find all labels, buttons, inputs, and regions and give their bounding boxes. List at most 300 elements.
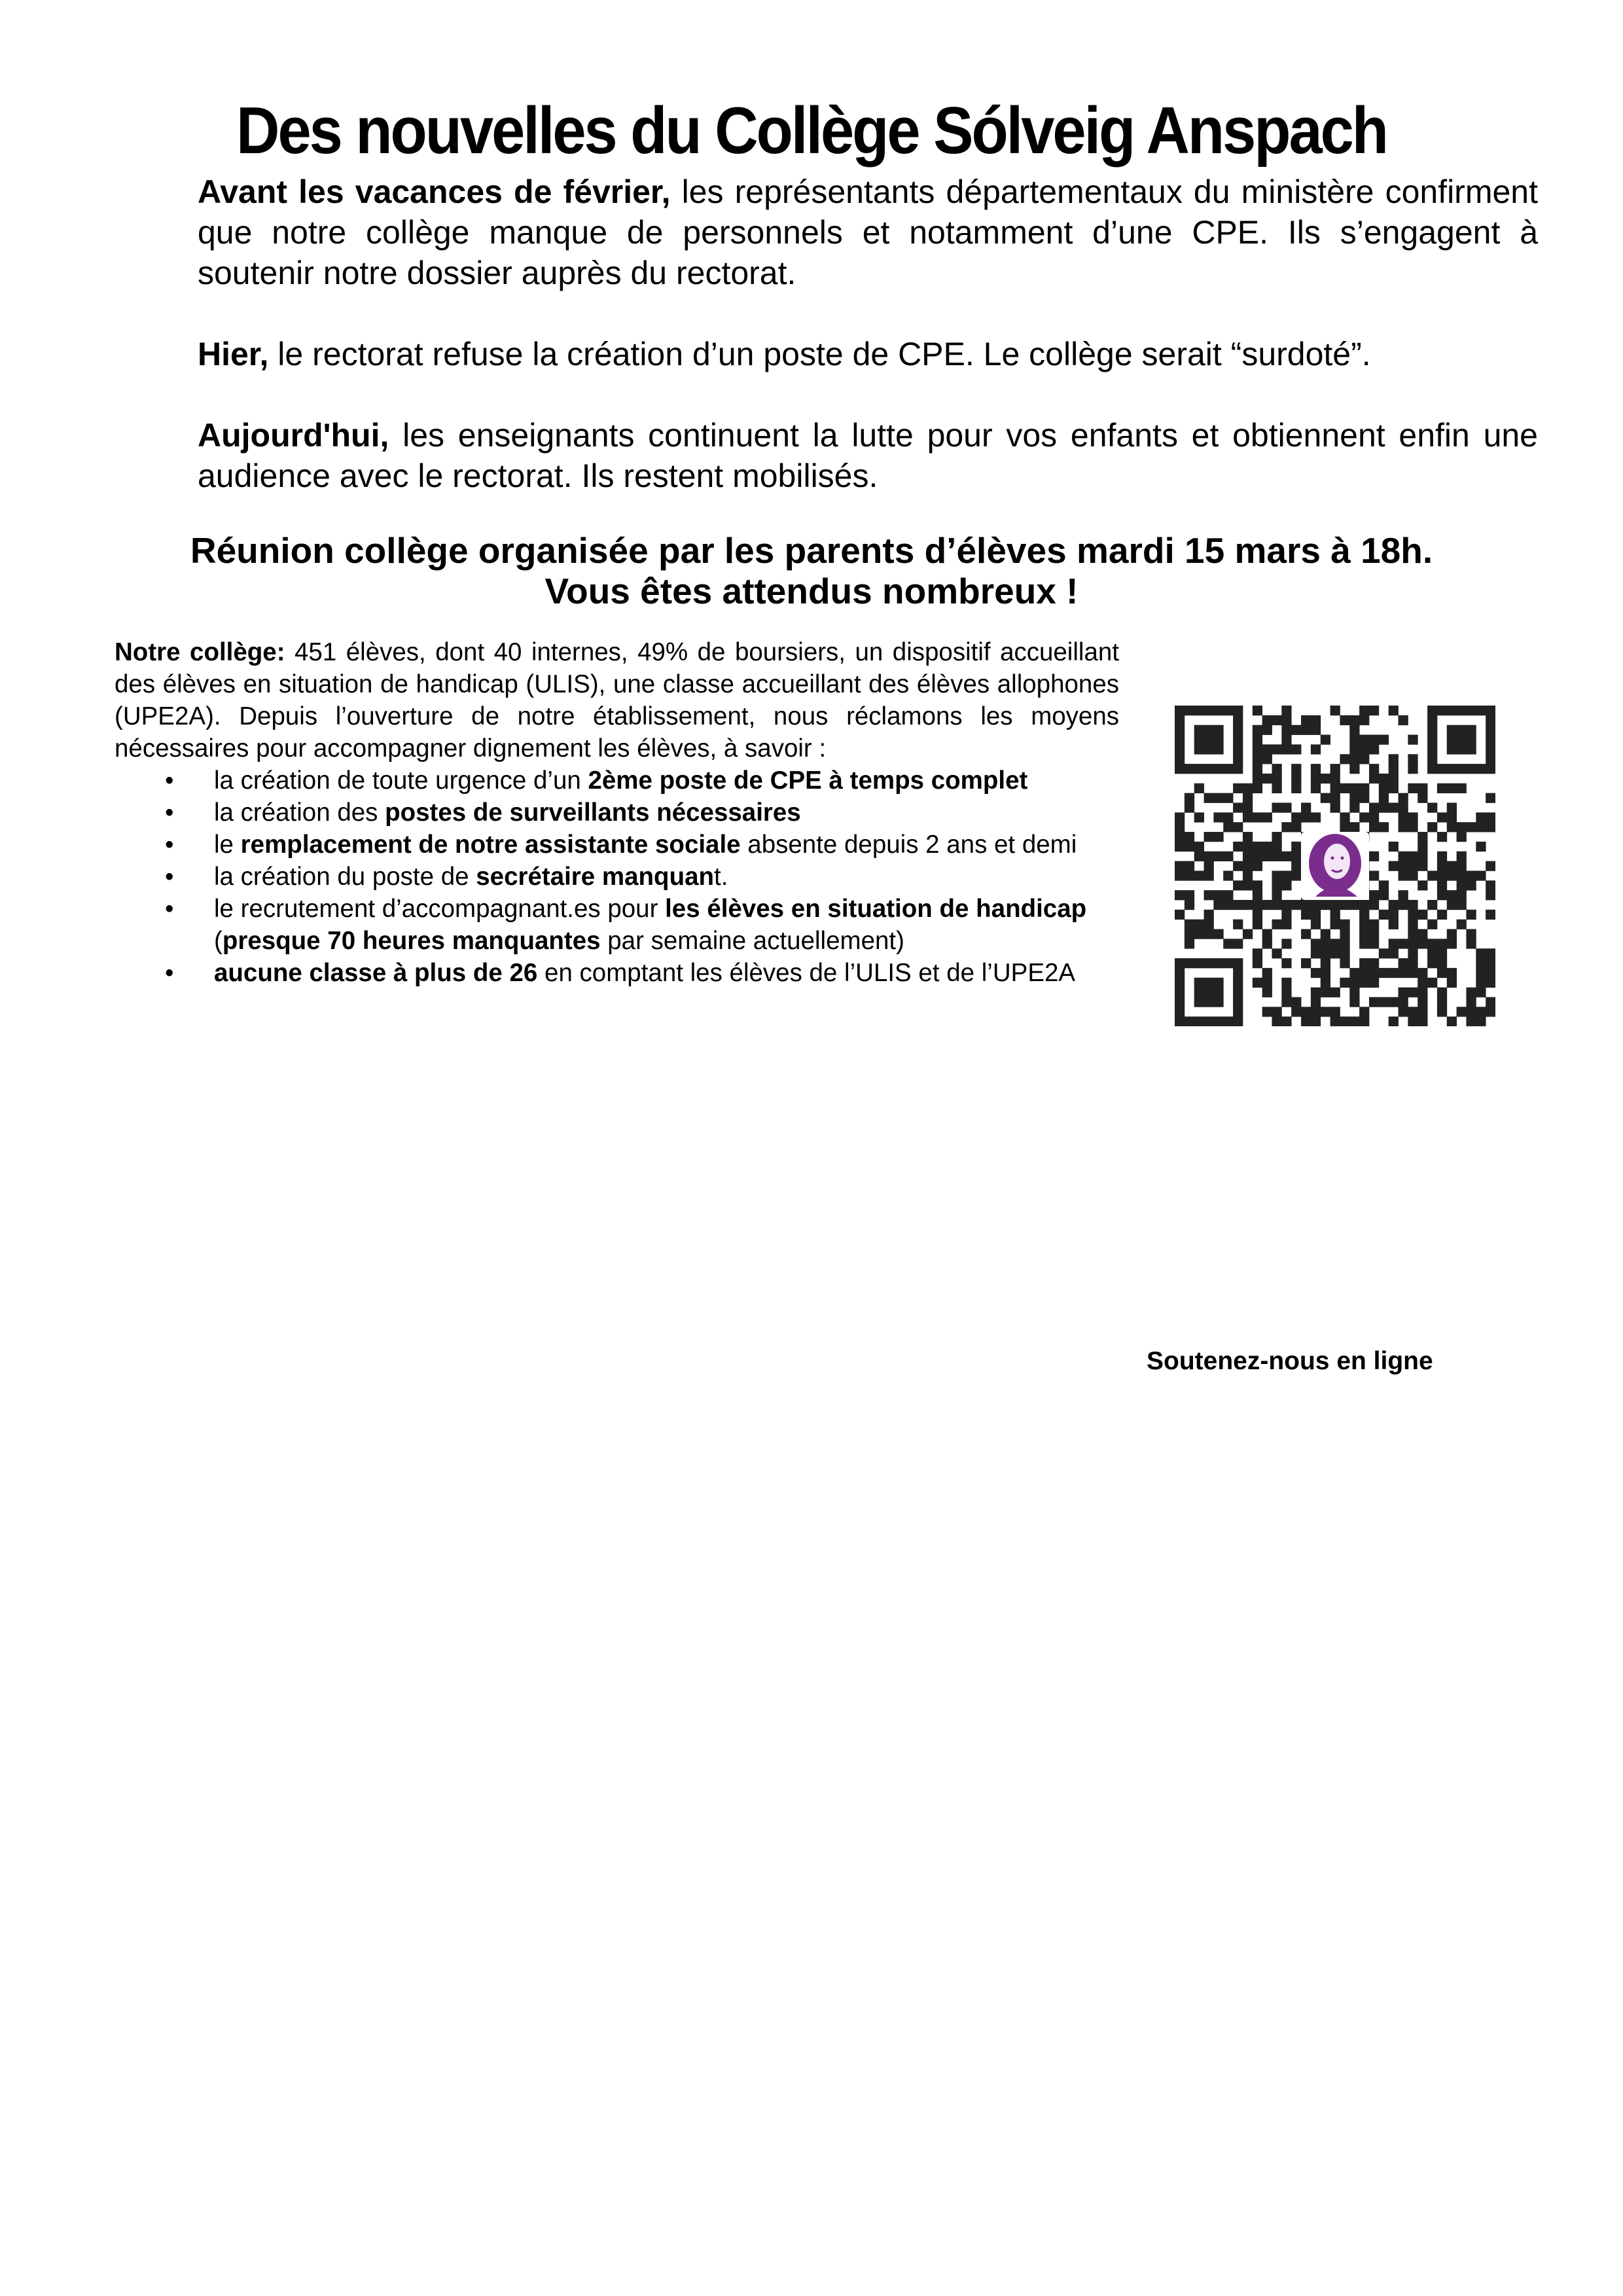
- qr-module: [1175, 706, 1185, 715]
- qr-module: [1272, 870, 1281, 880]
- qr-module: [1204, 870, 1214, 880]
- qr-module: [1466, 870, 1476, 880]
- paragraph-lead: Hier,: [198, 336, 269, 372]
- qr-module: [1243, 900, 1253, 910]
- qr-module: [1185, 793, 1194, 803]
- qr-module: [1379, 793, 1389, 803]
- qr-module: [1321, 793, 1330, 803]
- qr-module: [1457, 1007, 1467, 1016]
- qr-module: [1359, 715, 1369, 725]
- qr-module: [1389, 948, 1399, 958]
- qr-module: [1389, 774, 1399, 783]
- qr-module: [1291, 744, 1301, 754]
- qr-module: [1262, 842, 1272, 852]
- qr-module: [1369, 929, 1379, 939]
- qr-module: [1457, 832, 1467, 842]
- qr-module: [1291, 783, 1301, 793]
- qr-module: [1281, 735, 1291, 745]
- qr-module: [1349, 1016, 1359, 1026]
- qr-module: [1281, 725, 1291, 735]
- qr-module: [1213, 832, 1223, 842]
- qr-module: [1185, 802, 1194, 812]
- qr-module: [1262, 725, 1272, 735]
- qr-module: [1476, 958, 1486, 968]
- paragraph-lead: Aujourd'hui,: [198, 417, 389, 454]
- qr-module: [1437, 870, 1447, 880]
- qr-module: [1476, 764, 1486, 774]
- paragraph-text: les enseignants continuent la lutte pour vos enfants et obtiennent enfin une audience avec le rectorat. Ils restent mobilisés.: [198, 417, 1538, 494]
- qr-module: [1330, 939, 1340, 948]
- qr-module: [1213, 764, 1223, 774]
- qr-module: [1408, 764, 1418, 774]
- qr-module: [1427, 706, 1437, 715]
- qr-module: [1369, 900, 1379, 910]
- qr-module: [1447, 978, 1457, 988]
- qr-module: [1301, 910, 1311, 920]
- qr-module: [1359, 978, 1369, 988]
- qr-module: [1175, 764, 1185, 774]
- qr-module: [1486, 706, 1495, 715]
- qr-module: [1311, 920, 1321, 929]
- qr-module: [1253, 725, 1262, 735]
- qr-module: [1301, 802, 1311, 812]
- qr-module: [1253, 735, 1262, 745]
- qr-module: [1437, 832, 1447, 842]
- qr-module: [1349, 997, 1359, 1007]
- qr-module: [1262, 744, 1272, 754]
- qr-module: [1466, 997, 1476, 1007]
- qr-module: [1175, 812, 1185, 822]
- qr-module: [1243, 861, 1253, 871]
- qr-module: [1399, 988, 1408, 997]
- item-emphasis: 2ème poste de CPE à temps complet: [588, 766, 1028, 795]
- qr-module: [1233, 744, 1243, 754]
- qr-module: [1175, 715, 1185, 725]
- support-online-label: Soutenez-nous en ligne: [1147, 1347, 1433, 1375]
- qr-module: [1175, 958, 1185, 968]
- qr-module: [1311, 948, 1321, 958]
- qr-module: [1369, 890, 1379, 900]
- qr-module: [1427, 822, 1437, 832]
- qr-module: [1408, 900, 1418, 910]
- qr-module: [1447, 870, 1457, 880]
- qr-module: [1466, 929, 1476, 939]
- qr-module: [1185, 958, 1194, 968]
- qr-module: [1321, 968, 1330, 978]
- qr-module: [1486, 968, 1495, 978]
- qr-module: [1399, 861, 1408, 871]
- qr-module: [1185, 842, 1194, 852]
- qr-module: [1185, 920, 1194, 929]
- qr-module: [1204, 1016, 1214, 1026]
- qr-module: [1408, 958, 1418, 968]
- qr-module: [1281, 920, 1291, 929]
- qr-module: [1243, 832, 1253, 842]
- qr-module: [1233, 978, 1243, 988]
- portrait-image: [1301, 832, 1369, 900]
- qr-module: [1194, 920, 1204, 929]
- qr-module: [1418, 783, 1427, 793]
- qr-module: [1175, 842, 1185, 852]
- qr-module: [1213, 997, 1223, 1007]
- college-text: 451 élèves, dont 40 internes, 49% de boursiers, un dispositif accueillant des élèves en situation de handicap (ULIS), une classe accueillant des élèves allophones (UPE2A). Depuis l’ouverture de notre établissement, nous réclamons les moyens nécessaires pour accompagner dignement les élèves, à savoir :: [115, 638, 1119, 762]
- qr-module: [1340, 715, 1349, 725]
- qr-module: [1369, 920, 1379, 929]
- qr-module: [1476, 968, 1486, 978]
- qr-module: [1330, 900, 1340, 910]
- qr-module: [1213, 744, 1223, 754]
- qr-module: [1213, 706, 1223, 715]
- qr-module: [1233, 958, 1243, 968]
- qr-module: [1330, 706, 1340, 715]
- qr-module: [1418, 910, 1427, 920]
- qr-module: [1437, 852, 1447, 861]
- qr-module: [1379, 880, 1389, 890]
- qr-module: [1457, 783, 1467, 793]
- qr-module: [1359, 900, 1369, 910]
- qr-module: [1359, 744, 1369, 754]
- qr-module: [1311, 1016, 1321, 1026]
- qr-module: [1281, 706, 1291, 715]
- qr-module: [1175, 890, 1185, 900]
- qr-module: [1272, 920, 1281, 929]
- qr-module: [1204, 890, 1214, 900]
- qr-module: [1379, 802, 1389, 812]
- qr-module: [1457, 725, 1467, 735]
- qr-module: [1330, 988, 1340, 997]
- qr-module: [1476, 988, 1486, 997]
- qr-code[interactable]: [1175, 706, 1495, 1026]
- qr-module: [1281, 1016, 1291, 1026]
- qr-module: [1408, 948, 1418, 958]
- qr-module: [1340, 900, 1349, 910]
- qr-module: [1389, 997, 1399, 1007]
- qr-module: [1194, 852, 1204, 861]
- qr-module: [1447, 900, 1457, 910]
- qr-module: [1233, 997, 1243, 1007]
- qr-module: [1399, 968, 1408, 978]
- qr-module: [1457, 920, 1467, 929]
- qr-module: [1389, 968, 1399, 978]
- qr-module: [1427, 900, 1437, 910]
- qr-module: [1291, 1007, 1301, 1016]
- qr-module: [1486, 764, 1495, 774]
- qr-module: [1389, 706, 1399, 715]
- paragraph-today: [198, 415, 1538, 496]
- qr-module: [1427, 764, 1437, 774]
- qr-module: [1321, 900, 1330, 910]
- list-item: [115, 893, 1119, 957]
- qr-module: [1418, 939, 1427, 948]
- qr-module: [1399, 852, 1408, 861]
- qr-module: [1408, 754, 1418, 764]
- qr-module: [1233, 725, 1243, 735]
- qr-module: [1447, 744, 1457, 754]
- qr-module: [1330, 764, 1340, 774]
- qr-module: [1486, 725, 1495, 735]
- qr-module: [1321, 774, 1330, 783]
- qr-module: [1399, 715, 1408, 725]
- qr-module: [1194, 783, 1204, 793]
- qr-module: [1301, 715, 1311, 725]
- qr-module: [1204, 764, 1214, 774]
- qr-module: [1447, 861, 1457, 871]
- qr-module: [1291, 822, 1301, 832]
- qr-module: [1194, 988, 1204, 997]
- qr-module: [1194, 764, 1204, 774]
- qr-module: [1349, 822, 1359, 832]
- qr-module: [1321, 988, 1330, 997]
- bullet-icon: •: [165, 895, 174, 923]
- qr-module: [1437, 958, 1447, 968]
- qr-module: [1243, 929, 1253, 939]
- qr-module: [1311, 725, 1321, 735]
- qr-module: [1399, 812, 1408, 822]
- qr-module: [1330, 948, 1340, 958]
- qr-module: [1447, 735, 1457, 745]
- qr-module: [1389, 1016, 1399, 1026]
- qr-module: [1253, 958, 1262, 968]
- qr-module: [1408, 939, 1418, 948]
- qr-module: [1321, 948, 1330, 958]
- qr-module: [1349, 783, 1359, 793]
- qr-module: [1427, 744, 1437, 754]
- qr-module: [1272, 715, 1281, 725]
- qr-module: [1291, 842, 1301, 852]
- qr-module: [1359, 929, 1369, 939]
- qr-module: [1204, 735, 1214, 745]
- qr-module: [1437, 890, 1447, 900]
- item-text: le: [214, 831, 241, 859]
- qr-module: [1175, 978, 1185, 988]
- qr-module: [1389, 900, 1399, 910]
- qr-module: [1301, 1007, 1311, 1016]
- qr-module: [1427, 920, 1437, 929]
- qr-module: [1301, 812, 1311, 822]
- qr-module: [1427, 978, 1437, 988]
- qr-module: [1253, 842, 1262, 852]
- qr-module: [1486, 812, 1495, 822]
- qr-module: [1253, 783, 1262, 793]
- qr-module: [1213, 793, 1223, 803]
- qr-module: [1457, 900, 1467, 910]
- qr-module: [1175, 910, 1185, 920]
- qr-module: [1399, 939, 1408, 948]
- qr-module: [1486, 744, 1495, 754]
- qr-module: [1272, 783, 1281, 793]
- qr-module: [1233, 1016, 1243, 1026]
- qr-module: [1253, 910, 1262, 920]
- qr-module: [1427, 939, 1437, 948]
- qr-module: [1399, 870, 1408, 880]
- qr-module: [1213, 900, 1223, 910]
- qr-module: [1194, 706, 1204, 715]
- qr-module: [1233, 822, 1243, 832]
- qr-module: [1311, 988, 1321, 997]
- qr-module: [1447, 1016, 1457, 1026]
- qr-module: [1253, 948, 1262, 958]
- qr-module: [1223, 900, 1233, 910]
- qr-module: [1223, 1016, 1233, 1026]
- qr-module: [1359, 812, 1369, 822]
- qr-module: [1291, 997, 1301, 1007]
- qr-module: [1262, 939, 1272, 948]
- qr-module: [1408, 735, 1418, 745]
- demands-list: [115, 764, 1119, 989]
- qr-module: [1486, 861, 1495, 871]
- qr-module: [1204, 832, 1214, 842]
- qr-module: [1291, 812, 1301, 822]
- qr-module: [1457, 890, 1467, 900]
- item-emphasis: postes de surveillants nécessaires: [385, 798, 801, 827]
- qr-module: [1418, 968, 1427, 978]
- qr-module: [1213, 1016, 1223, 1026]
- college-lead: Notre collège:: [115, 638, 285, 666]
- qr-module: [1457, 822, 1467, 832]
- qr-module: [1233, 939, 1243, 948]
- qr-module: [1175, 968, 1185, 978]
- qr-module: [1223, 958, 1233, 968]
- qr-module: [1185, 900, 1194, 910]
- qr-module: [1359, 968, 1369, 978]
- qr-module: [1437, 948, 1447, 958]
- item-emphasis: presque 70 heures manquantes: [222, 927, 601, 955]
- qr-module: [1340, 1016, 1349, 1026]
- qr-module: [1359, 735, 1369, 745]
- qr-module: [1281, 988, 1291, 997]
- list-item: [115, 861, 1119, 893]
- qr-module: [1437, 764, 1447, 774]
- qr-module: [1194, 744, 1204, 754]
- qr-module: [1233, 706, 1243, 715]
- bullet-icon: •: [165, 798, 174, 827]
- qr-module: [1175, 861, 1185, 871]
- qr-module: [1486, 822, 1495, 832]
- qr-module: [1272, 1016, 1281, 1026]
- qr-module: [1379, 948, 1389, 958]
- qr-module: [1486, 793, 1495, 803]
- qr-module: [1486, 754, 1495, 764]
- qr-module: [1311, 910, 1321, 920]
- qr-module: [1243, 793, 1253, 803]
- qr-module: [1457, 706, 1467, 715]
- qr-module: [1427, 948, 1437, 958]
- qr-module: [1223, 764, 1233, 774]
- qr-module: [1466, 744, 1476, 754]
- qr-module: [1437, 910, 1447, 920]
- qr-module: [1399, 890, 1408, 900]
- qr-module: [1311, 968, 1321, 978]
- qr-module: [1349, 754, 1359, 764]
- paragraph-lead: Avant les vacances de février,: [198, 173, 671, 210]
- qr-module: [1379, 890, 1389, 900]
- qr-module: [1447, 890, 1457, 900]
- qr-module: [1175, 832, 1185, 842]
- qr-module: [1349, 900, 1359, 910]
- qr-module: [1437, 880, 1447, 890]
- qr-module: [1418, 842, 1427, 852]
- qr-module: [1204, 958, 1214, 968]
- qr-module: [1349, 802, 1359, 812]
- paragraph-text: les représentants départementaux du ministère confirment que notre collège manque de personnels et notamment d’une CPE. Ils s’engagent à soutenir notre dossier auprès du rectorat.: [198, 173, 1538, 291]
- qr-module: [1243, 880, 1253, 890]
- qr-module: [1486, 910, 1495, 920]
- qr-module: [1389, 802, 1399, 812]
- qr-module: [1194, 725, 1204, 735]
- item-text: la création de toute urgence d’un: [214, 766, 588, 795]
- qr-module: [1272, 842, 1281, 852]
- qr-module: [1476, 870, 1486, 880]
- qr-module: [1301, 958, 1311, 968]
- qr-module: [1418, 793, 1427, 803]
- qr-module: [1369, 774, 1379, 783]
- qr-module: [1418, 1007, 1427, 1016]
- qr-module: [1194, 1016, 1204, 1026]
- qr-module: [1253, 706, 1262, 715]
- qr-module: [1389, 920, 1399, 929]
- college-section: [115, 636, 1119, 989]
- qr-module: [1185, 939, 1194, 948]
- qr-module: [1408, 870, 1418, 880]
- qr-module: [1185, 861, 1194, 871]
- qr-module: [1233, 735, 1243, 745]
- qr-module: [1213, 725, 1223, 735]
- qr-module: [1399, 958, 1408, 968]
- qr-module: [1272, 880, 1281, 890]
- list-item: [115, 957, 1119, 989]
- qr-module: [1340, 948, 1349, 958]
- qr-module: [1359, 910, 1369, 920]
- qr-module: [1281, 744, 1291, 754]
- qr-module: [1476, 1007, 1486, 1016]
- qr-module: [1253, 978, 1262, 988]
- item-subline: [214, 925, 1119, 957]
- qr-module: [1311, 715, 1321, 725]
- item-text: la création des: [214, 798, 385, 827]
- qr-module: [1418, 929, 1427, 939]
- qr-module: [1466, 725, 1476, 735]
- qr-module: [1233, 861, 1243, 871]
- qr-module: [1175, 725, 1185, 735]
- qr-module: [1457, 735, 1467, 745]
- qr-module: [1399, 1007, 1408, 1016]
- qr-module: [1281, 958, 1291, 968]
- qr-module: [1349, 988, 1359, 997]
- qr-module: [1340, 812, 1349, 822]
- qr-module: [1301, 929, 1311, 939]
- qr-module: [1330, 774, 1340, 783]
- qr-module: [1204, 852, 1214, 861]
- qr-module: [1447, 822, 1457, 832]
- qr-module: [1486, 1007, 1495, 1016]
- qr-module: [1466, 1016, 1476, 1026]
- qr-module: [1359, 939, 1369, 948]
- qr-module: [1262, 929, 1272, 939]
- qr-module: [1330, 793, 1340, 803]
- qr-module: [1349, 715, 1359, 725]
- qr-module: [1213, 988, 1223, 997]
- qr-module: [1330, 910, 1340, 920]
- qr-module: [1457, 870, 1467, 880]
- qr-module: [1399, 822, 1408, 832]
- qr-module: [1447, 812, 1457, 822]
- qr-module: [1466, 939, 1476, 948]
- qr-module: [1281, 997, 1291, 1007]
- qr-module: [1272, 948, 1281, 958]
- item-text: la création du poste de: [214, 863, 476, 891]
- qr-module: [1466, 735, 1476, 745]
- qr-module: [1486, 890, 1495, 900]
